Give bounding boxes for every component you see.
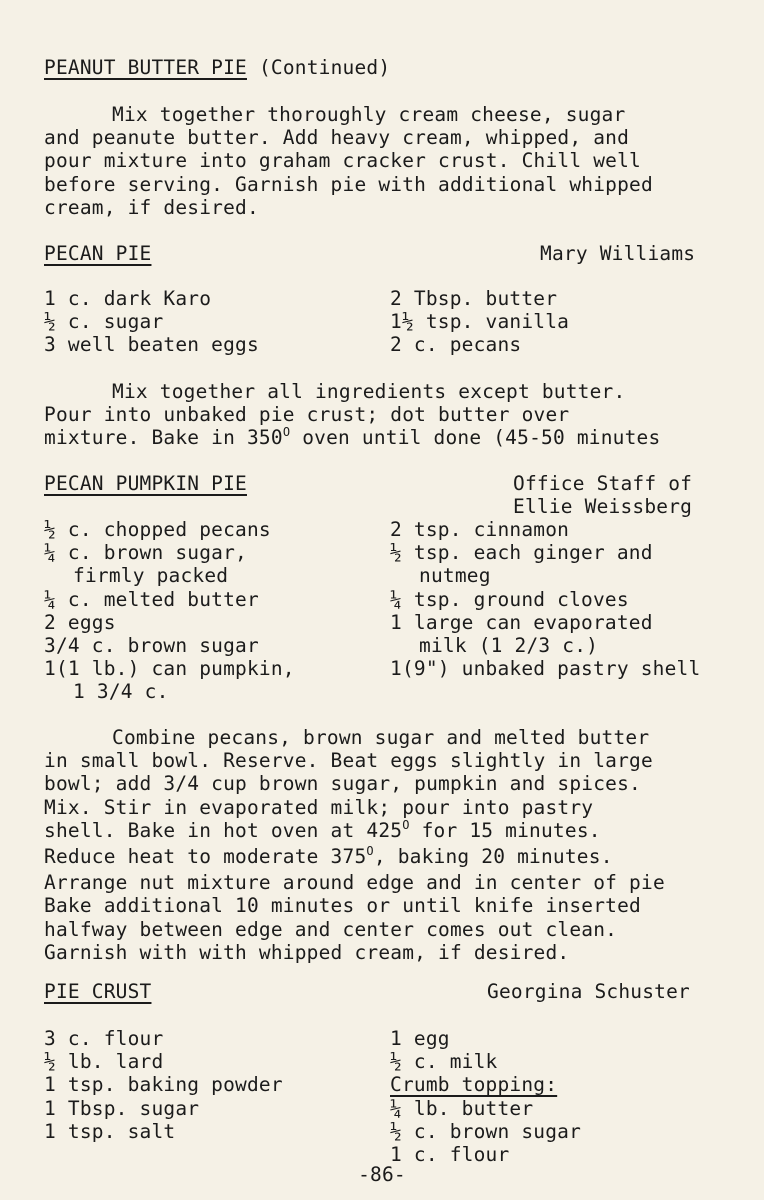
ingredient: ½ lb. lard [44,1050,164,1074]
direction-line: and peanute butter. Add heavy cream, whipped, and [44,126,630,150]
ingredient: 1½ tsp. vanilla [390,310,570,334]
recipe-title-pecan-pumpkin-pie: PECAN PUMPKIN PIE [44,472,247,495]
direction-line: Pour into unbaked pie crust; dot butter over [44,403,570,427]
direction-line [44,845,764,871]
ingredient: 1 tsp. salt [44,1119,176,1143]
degree-mark: O [402,817,410,832]
direction-text: shell. Bake in hot oven at 425 [44,818,403,842]
ingredient: 1 c. dark Karo [44,287,212,310]
recipe-title-suffix: (Continued) [258,56,391,79]
recipe-title-pie-crust: PIE CRUST [44,980,152,1003]
ingredient: 1 tsp. baking powder [44,1073,283,1097]
direction-text: Reduce heat to moderate 375 [44,845,367,869]
ingredient: 1 c. flour [390,1143,510,1167]
ingredient: ½ c. chopped pecans [44,518,271,541]
ingredient: 1(9") unbaked pastry shell [390,657,701,681]
ingredient: ½ tsp. each ginger and [390,541,653,565]
direction-line: Combine pecans, brown sugar and melted butter [112,726,650,749]
degree-mark: O [282,425,291,440]
direction-line: in small bowl. Reserve. Beat eggs slightly in large [44,749,653,773]
direction-line: Mix together thoroughly cream cheese, sugar [112,103,626,126]
direction-text: , baking 20 minutes. [373,845,613,869]
recipe-author: Ellie Weissberg [513,495,693,518]
ingredient: 2 Tbsp. butter [390,287,558,310]
direction-line: bowl; add 3/4 cup brown sugar, pumpkin and spices. [44,772,641,796]
direction-line: pour mixture into graham cracker crust. Chill well [44,149,641,173]
ingredient: ¼ lb. butter [390,1096,534,1120]
ingredient: ¼ tsp. ground cloves [390,587,629,611]
pecan-pie-directions [44,380,764,453]
recipe-author: Georgina Schuster [487,980,690,1003]
page-number: -86- [358,1163,406,1186]
direction-line: before serving. Garnish pie with additional whipped [44,172,653,196]
direction-text: mixture. Bake in 350 [44,426,283,450]
direction-line [44,426,764,452]
pecan-pie-ingredients-right [390,287,569,357]
direction-line: Mix. Stir in evaporated milk; pour into pastry [44,795,594,819]
pecan-pie-ingredients-left [44,287,259,357]
ingredient: ¼ c. melted butter [44,587,259,611]
recipe-author: Mary Williams [540,242,696,265]
direction-line: halfway between edge and center comes out clean. [44,917,618,941]
degree-mark: O [366,844,374,859]
pecan-pumpkin-pie-directions [44,726,764,964]
recipe-author: Office Staff of [513,472,693,495]
ingredient: ½ c. sugar [44,310,164,334]
pecan-pumpkin-pie-ingredients-left [44,518,295,704]
direction-line: Garnish with with whipped cream, if desired. [44,940,570,964]
direction-text: for 15 minutes. [421,818,601,842]
recipe-title-pecan-pie: PECAN PIE [44,242,152,265]
ingredient: 1(1 lb.) can pumpkin, [44,657,295,681]
ingredient: 3 c. flour [44,1027,164,1050]
ingredient: ¼ c. brown sugar, [44,541,247,565]
ingredient: ½ c. brown sugar [390,1119,582,1143]
peanut-butter-pie-directions [44,103,764,219]
crumb-topping-heading: Crumb topping: [390,1073,558,1097]
direction-text: oven until done (45-50 minutes [302,426,661,450]
direction-line: Arrange nut mixture around edge and in center of pie [44,871,665,895]
pecan-pumpkin-pie-ingredients-right [390,518,700,680]
pie-crust-ingredients-right [390,1027,581,1166]
ingredient: milk (1 2/3 c.) [419,634,599,658]
ingredient: firmly packed [73,564,229,588]
direction-line: Bake additional 10 minutes or until knife inserted [44,894,641,918]
ingredient: 2 eggs [44,610,116,634]
direction-line [44,819,764,845]
recipe-title: PEANUT BUTTER PIE [44,56,247,79]
ingredient: nutmeg [419,564,491,588]
ingredient: ½ c. milk [390,1050,498,1074]
ingredient: 3/4 c. brown sugar [44,634,259,658]
ingredient: 1 large can evaporated [390,610,653,634]
ingredient: 2 tsp. cinnamon [390,518,570,541]
ingredient: 1 3/4 c. [73,680,169,704]
ingredient: 2 c. pecans [390,333,522,357]
recipe-title-peanut-butter-pie [44,56,390,79]
direction-line: Mix together all ingredients except butter. [112,380,626,403]
ingredient: 1 egg [390,1027,450,1050]
direction-line: cream, if desired. [44,195,259,219]
ingredient: 3 well beaten eggs [44,333,259,357]
ingredient: 1 Tbsp. sugar [44,1096,200,1120]
pie-crust-ingredients-left [44,1027,283,1143]
